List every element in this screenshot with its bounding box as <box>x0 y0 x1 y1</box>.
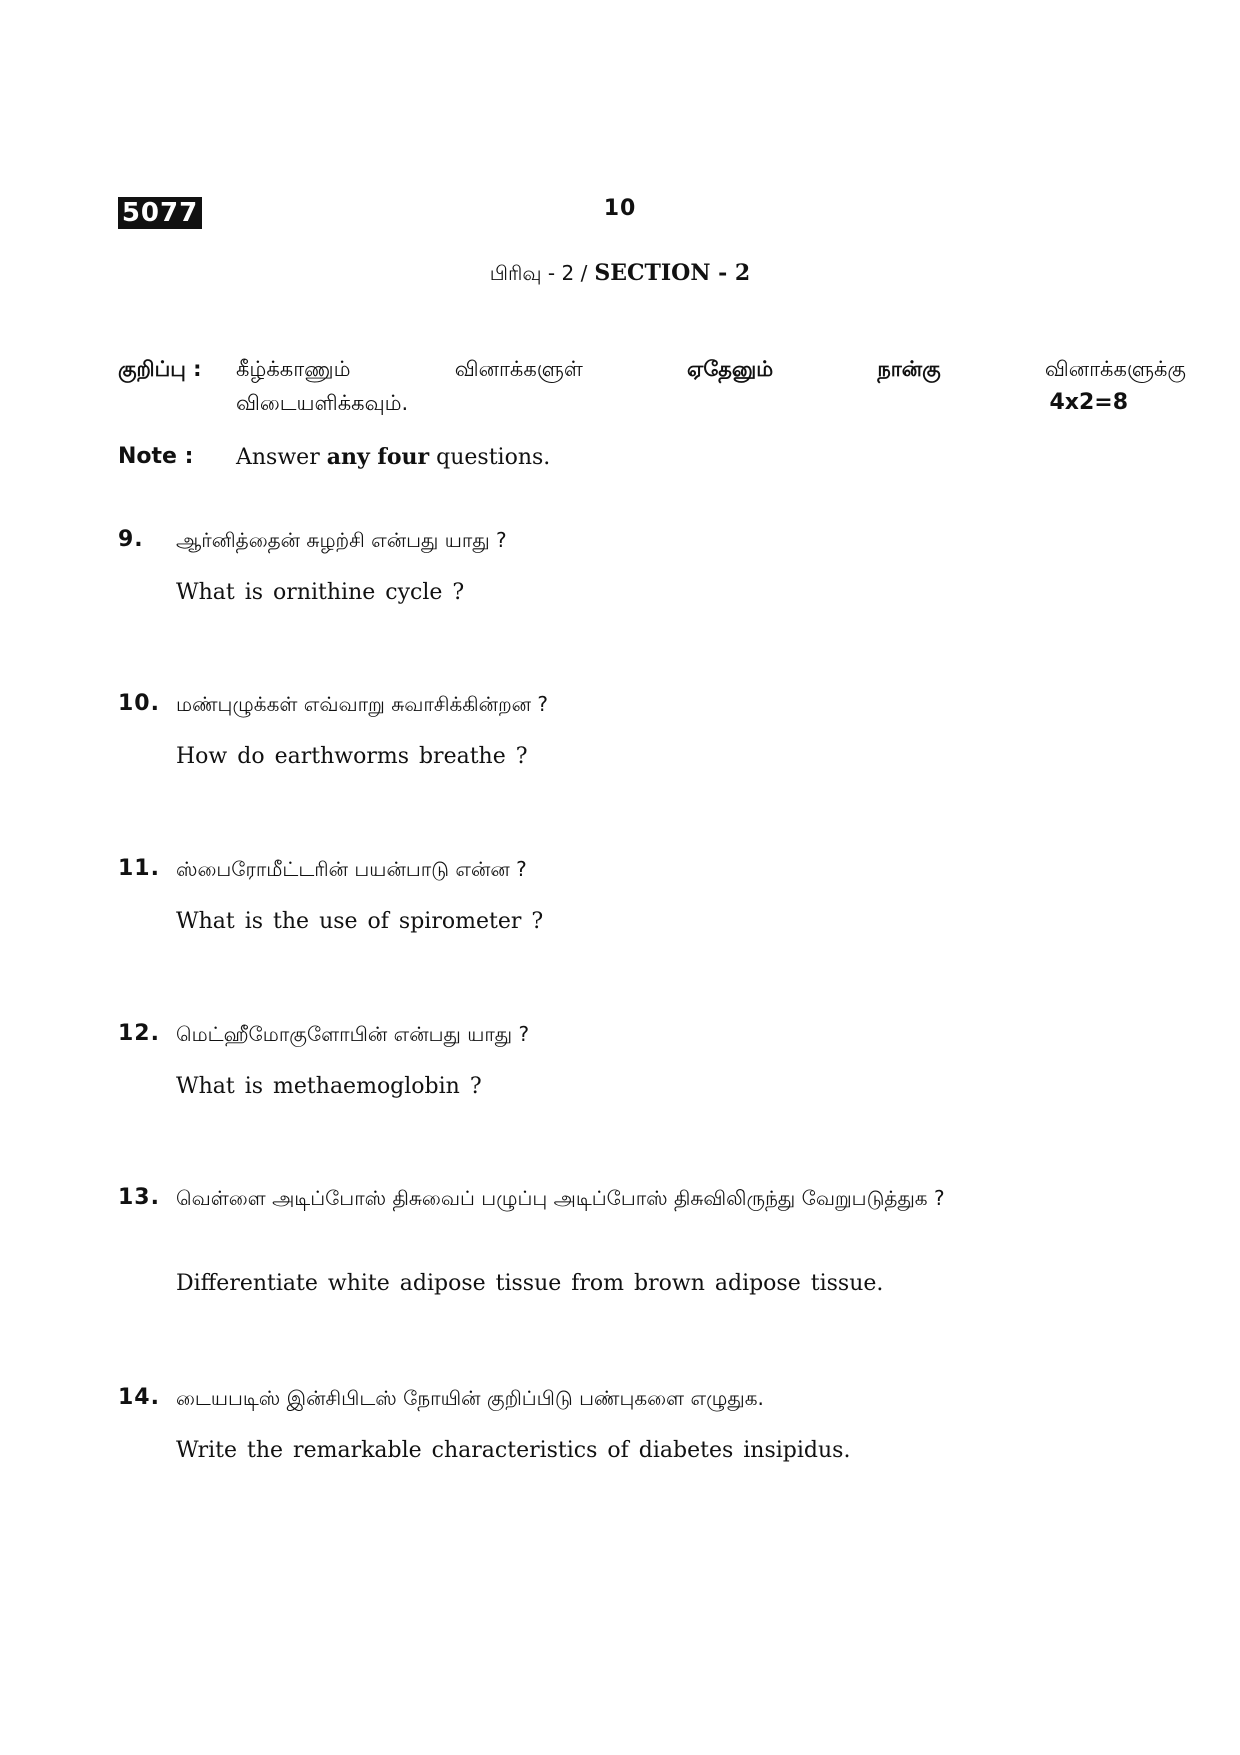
note-tamil-word-bold: ஏதேனும் <box>686 357 774 381</box>
question-number: 9. <box>118 527 144 552</box>
section-title <box>360 258 880 289</box>
question-tamil: வெள்ளை அடிப்போஸ் திசுவைப் பழுப்பு அடிப்போஸ் திசுவிலிருந்து வேறுபடுத்துக ? <box>176 1186 945 1210</box>
note-tamil-line2: விடையளிக்கவும். <box>236 391 409 415</box>
question-number: 10. <box>118 691 160 716</box>
note-tamil-word-bold: நான்கு <box>877 357 941 381</box>
marks-allocation: 4x2=8 <box>1049 390 1128 415</box>
question-english: Write the remarkable characteristics of diabetes insipidus. <box>176 1438 851 1463</box>
question-number: 12. <box>118 1021 160 1046</box>
question-tamil: ஸ்பைரோமீட்டரின் பயன்பாடு என்ன ? <box>176 857 527 881</box>
note-english-bold: any four <box>326 444 430 470</box>
question-english: Differentiate white adipose tissue from brown adipose tissue. <box>176 1271 884 1296</box>
question-tamil: டையபடிஸ் இன்சிபிடஸ் நோயின் குறிப்பிடு பண்புகளை எழுதுக. <box>176 1386 764 1410</box>
section-title-tamil: பிரிவு - 2 / <box>489 261 588 285</box>
section-title-english: SECTION - 2 <box>594 260 751 286</box>
question-number: 11. <box>118 856 160 881</box>
page-number: 10 <box>603 196 637 221</box>
question-english: What is the use of spirometer ? <box>176 909 544 934</box>
note-tamil-word: கீழ்க்காணும் <box>236 357 351 381</box>
note-english-label: Note : <box>118 444 194 469</box>
question-tamil: ஆர்னித்தைன் சுழற்சி என்பது யாது ? <box>176 528 507 552</box>
question-tamil: மெட்ஹீமோகுளோபின் என்பது யாது ? <box>176 1022 530 1046</box>
note-english-before: Answer <box>236 445 320 470</box>
note-tamil-label: குறிப்பு : <box>118 357 202 381</box>
note-tamil-word: வினாக்களுள் <box>454 357 583 381</box>
question-tamil: மண்புழுக்கள் எவ்வாறு சுவாசிக்கின்றன ? <box>176 692 549 716</box>
note-english-text <box>236 440 550 475</box>
question-english: How do earthworms breathe ? <box>176 744 528 769</box>
question-english: What is ornithine cycle ? <box>176 580 465 605</box>
question-english: What is methaemoglobin ? <box>176 1074 482 1099</box>
note-english-after: questions. <box>436 445 551 470</box>
note-tamil-text <box>236 352 1186 420</box>
paper-code-badge: 5077 <box>118 197 202 229</box>
question-number: 14. <box>118 1385 160 1410</box>
question-number: 13. <box>118 1185 160 1210</box>
note-tamil-word: வினாக்களுக்கு <box>1044 357 1186 381</box>
